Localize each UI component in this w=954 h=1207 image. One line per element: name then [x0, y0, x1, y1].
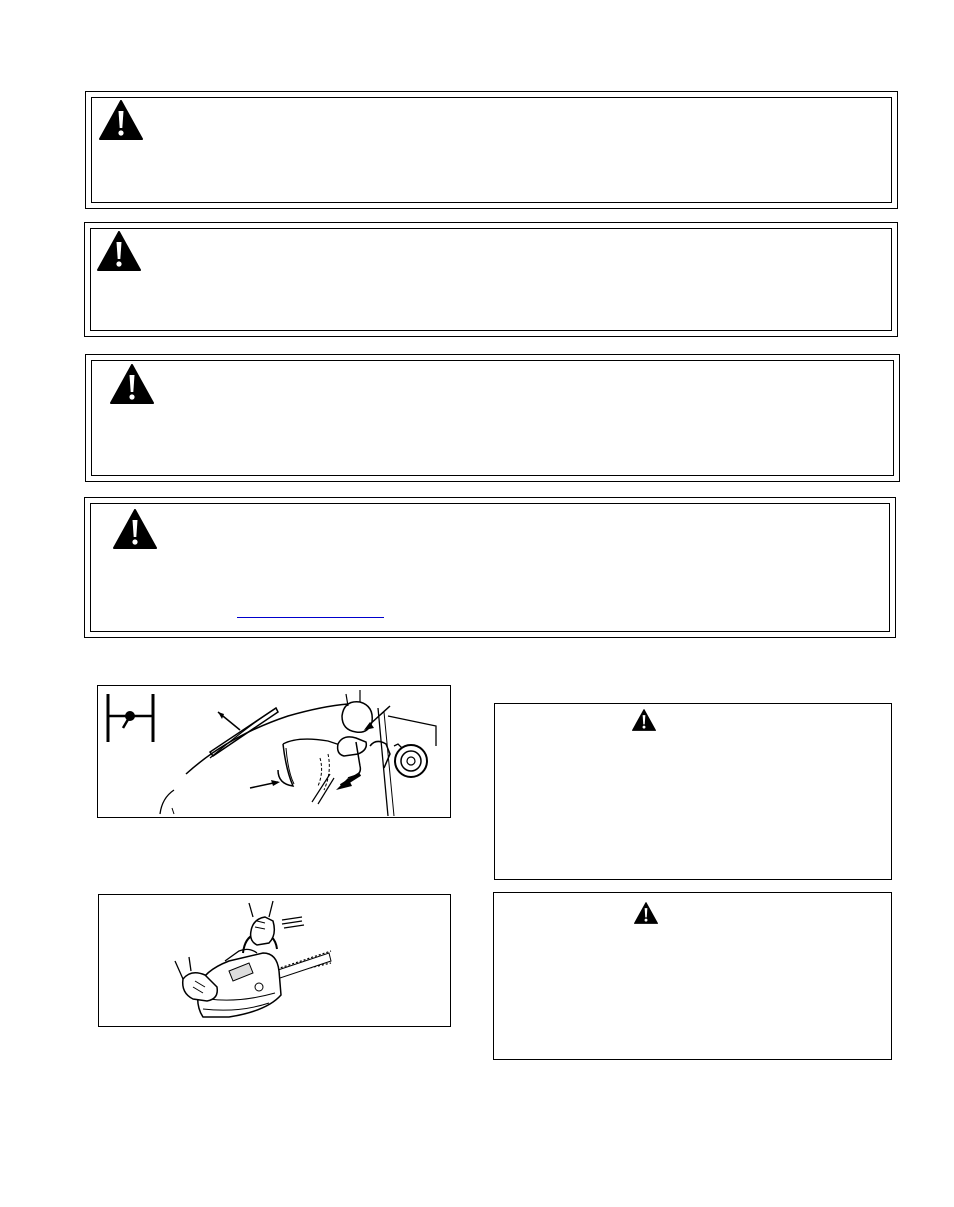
warning-box-2-inner — [90, 228, 892, 331]
warning-triangle-icon — [632, 709, 656, 731]
warning-box-3-inner — [91, 360, 894, 476]
warning-triangle-icon — [110, 364, 154, 404]
figure-choke-illustration — [97, 685, 451, 818]
warning-box-1 — [85, 91, 898, 209]
warning-box-4-inner — [90, 503, 890, 632]
warning-box-4 — [84, 497, 896, 638]
choke-illustration-drawing — [98, 686, 450, 817]
side-warning-box-1 — [494, 703, 892, 880]
warning-triangle-icon — [113, 509, 157, 549]
warning-box-3 — [85, 354, 900, 482]
warning-box-1-inner — [91, 97, 892, 203]
grip-illustration-drawing — [99, 895, 450, 1026]
side-warning-box-2 — [493, 892, 892, 1060]
warning-box-2 — [84, 222, 898, 337]
warning-triangle-icon — [634, 902, 658, 924]
figure-grip-illustration — [98, 894, 451, 1027]
warning-triangle-icon — [97, 231, 141, 271]
hyperlink-underline[interactable] — [237, 617, 384, 618]
warning-triangle-icon — [99, 100, 143, 140]
choke-symbol-icon — [108, 694, 153, 742]
